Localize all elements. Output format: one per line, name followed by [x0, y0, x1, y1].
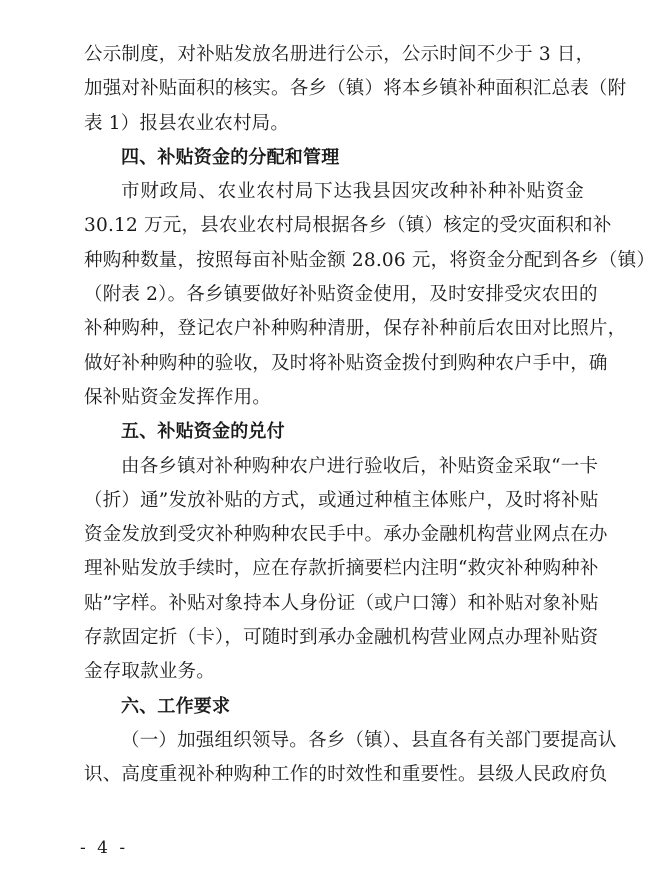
body-line: 存款固定折（卡），可随时到承办金融机构营业网点办理补贴资 [84, 627, 599, 649]
body-line: 资金发放到受灾补种购种农民手中。承办金融机构营业网点在办 [84, 524, 608, 546]
section-heading-5: 五、补贴资金的兑付 [121, 421, 285, 443]
body-line: 由各乡镇对补种购种农户进行验收后，补贴资金采取“一卡 [121, 455, 599, 477]
body-line: 公示制度，对补贴发放名册进行公示，公示时间不少于 3 日， [84, 44, 595, 65]
section-heading-6: 六、工作要求 [121, 695, 231, 717]
body-line: 贴”字样。补贴对象持本人身份证（或户口簿）和补贴对象补贴 [84, 592, 599, 614]
body-line: 补种购种，登记农户补种购种清册，保存补种前后农田对比照片， [84, 318, 627, 340]
body-line: （一）加强组织领导。各乡（镇）、县直各有关部门要提高认 [121, 729, 617, 751]
body-line: 市财政局、农业农村局下达我县因灾改种补种补贴资金 [121, 181, 584, 203]
body-line: （附表 2）。各乡镇要做好补贴资金使用，及时安排受灾农田的 [84, 284, 598, 306]
body-line: 表 1）报县农业农村局。 [84, 112, 290, 134]
body-line: 识、高度重视补种购种工作的时效性和重要性。县级人民政府负 [84, 764, 608, 786]
body-line: 金存取款业务。 [84, 661, 215, 683]
body-line: 做好补种购种的验收，及时将补贴资金拨付到购种农户手中，确 [84, 352, 608, 374]
page-number: - 4 - [80, 838, 129, 858]
document-body [84, 38, 656, 793]
body-line: 保补贴资金发挥作用。 [84, 386, 272, 408]
body-line: 理补贴发放手续时，应在存款折摘要栏内注明“救灾补种购种补 [84, 558, 599, 580]
body-line: （折）通”发放补贴的方式，或通过种植主体账户，及时将补贴 [84, 489, 599, 511]
body-line: 30.12 万元，县农业农村局根据各乡（镇）核定的受灾面积和补 [84, 215, 612, 237]
section-heading-4: 四、补贴资金的分配和管理 [121, 146, 340, 168]
body-line: 种购种数量，按照每亩补贴金额 28.06 元，将资金分配到各乡（镇） [84, 249, 656, 271]
body-line: 加强对补贴面积的核实。各乡（镇）将本乡镇补种面积汇总表（附 [84, 78, 627, 100]
